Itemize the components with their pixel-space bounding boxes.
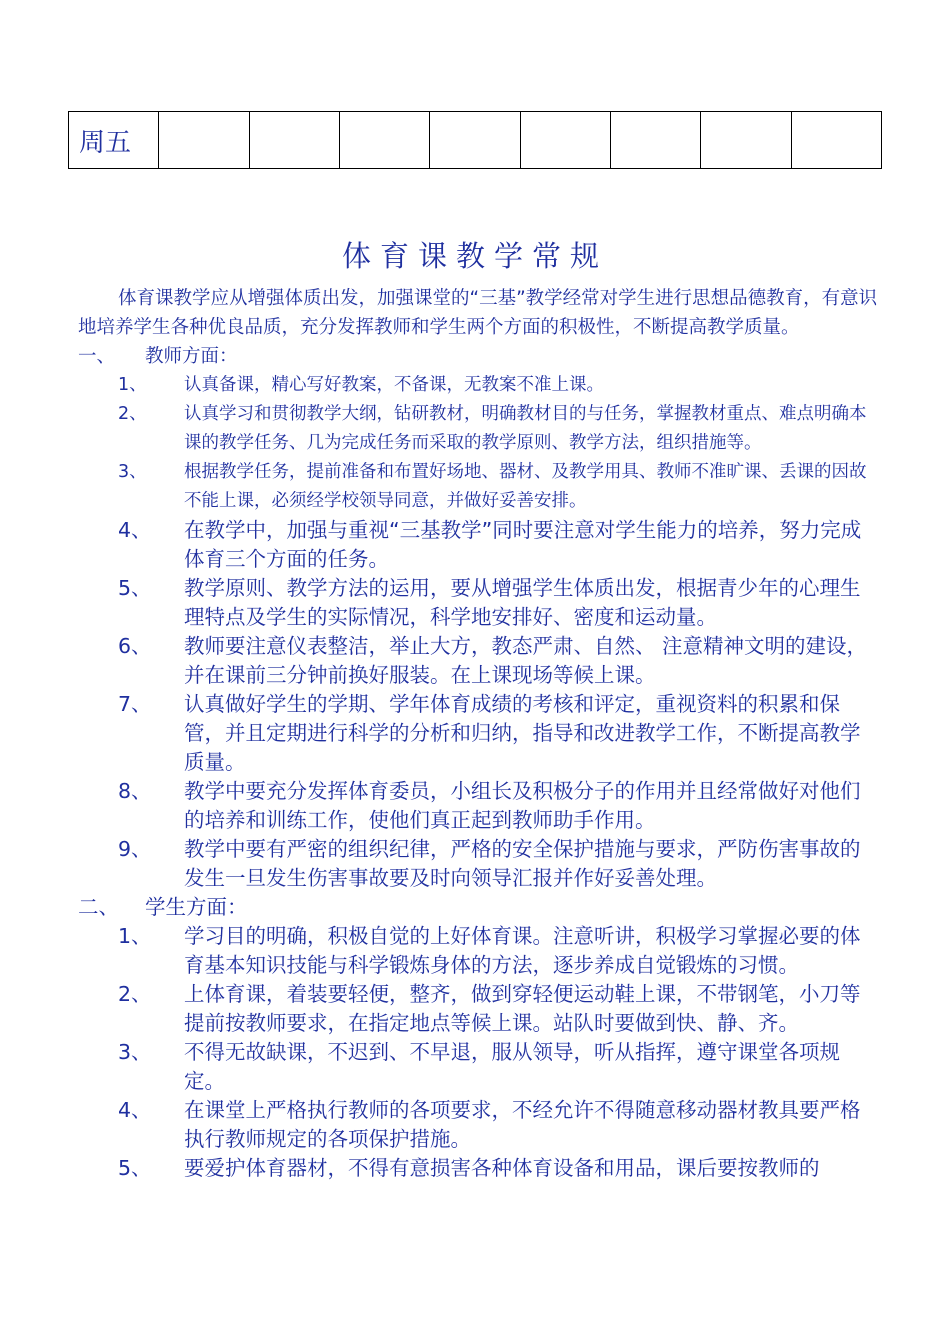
- list-item: [78, 516, 878, 574]
- item-number: 8、: [118, 779, 152, 803]
- item-text: 上体育课，着装要轻便，整齐，做到穿轻便运动鞋上课，不带钢笔，小刀等提前按教师要求，在指定地点等候上课。站队时要做到快、静、齐。: [184, 982, 861, 1035]
- list-item: [78, 574, 878, 632]
- schedule-cell: [520, 112, 610, 169]
- list-item: [78, 922, 878, 980]
- item-text: 认真做好学生的学期、学年体育成绩的考核和评定，重视资料的积累和保管，并且定期进行科学的分析和归纳，指导和改进教学工作，不断提高教学质量。: [184, 692, 861, 774]
- list-item: [78, 1038, 878, 1096]
- day-label-cell: 周五: [69, 112, 159, 169]
- section-heading-students: [78, 893, 878, 922]
- list-item: [78, 1096, 878, 1154]
- item-number: 5、: [118, 1156, 152, 1180]
- item-number: 7、: [118, 692, 152, 716]
- schedule-cell: [701, 112, 791, 169]
- schedule-cell: [430, 112, 520, 169]
- item-number: 1、: [118, 924, 152, 948]
- section-number: 二、: [78, 895, 119, 919]
- list-item: [78, 690, 878, 777]
- item-text: 教师要注意仪表整洁，举止大方，教态严肃、自然、 注意精神文明的建设，并在课前三分钟前换好服装。在上课现场等候上课。: [184, 634, 868, 687]
- item-number: 4、: [118, 518, 152, 542]
- item-text: 认真学习和贯彻教学大纲，钻研教材，明确教材目的与任务，掌握教材重点、难点明确本课的教学任务、几为完成任务而采取的教学原则、教学方法，组织措施等。: [184, 404, 867, 453]
- item-number: 3、: [118, 462, 147, 482]
- item-text: 要爱护体育器材，不得有意损害各种体育设备和用品，课后要按教师的: [184, 1156, 820, 1180]
- section-heading-teachers: [78, 342, 878, 371]
- schedule-cell: [159, 112, 249, 169]
- schedule-cell: [610, 112, 700, 169]
- section-title: 教师方面：: [145, 346, 238, 367]
- item-number: 2、: [118, 982, 152, 1006]
- item-number: 9、: [118, 837, 152, 861]
- list-item: [78, 1154, 878, 1183]
- item-text: 在教学中，加强与重视“三基教学”同时要注意对学生能力的培养，努力完成体育三个方面的任务。: [184, 518, 862, 571]
- item-number: 1、: [118, 375, 147, 395]
- item-text: 学习目的明确，积极自觉的上好体育课。注意听讲，积极学习掌握必要的体育基本知识技能与科学锻炼身体的方法，逐步养成自觉锻炼的习惯。: [184, 924, 861, 977]
- document-body: [78, 284, 878, 1183]
- schedule-cell: [339, 112, 429, 169]
- item-text: 教学中要有严密的组织纪律，严格的安全保护措施与要求，严防伤害事故的发生一旦发生伤害事故要及时向领导汇报并作好妥善处理。: [184, 837, 861, 890]
- item-number: 3、: [118, 1040, 152, 1064]
- item-number: 2、: [118, 404, 147, 424]
- item-number: 6、: [118, 634, 152, 658]
- schedule-cell: [249, 112, 339, 169]
- schedule-table: [68, 111, 882, 169]
- item-number: 5、: [118, 576, 152, 600]
- list-item: [78, 980, 878, 1038]
- item-text: 教学原则、教学方法的运用，要从增强学生体质出发，根据青少年的心理生理特点及学生的实际情况，科学地安排好、密度和运动量。: [184, 576, 861, 629]
- document-title: 体育课教学常规: [341, 239, 608, 273]
- list-item: [78, 835, 878, 893]
- list-item: [78, 777, 878, 835]
- item-text: 根据教学任务，提前准备和布置好场地、器材、及教学用具、教师不准旷课、丢课的因故不能上课，必须经学校领导同意，并做好妥善安排。: [184, 462, 867, 511]
- intro-paragraph: 体育课教学应从增强体质出发，加强课堂的“三基”教学经常对学生进行思想品德教育，有意识地培养学生各种优良品质，充分发挥教师和学生两个方面的积极性，不断提高教学质量。: [78, 288, 878, 338]
- list-item: [78, 632, 878, 690]
- section-title: 学生方面：: [145, 895, 248, 919]
- schedule-cell: [791, 112, 881, 169]
- list-item: [78, 371, 878, 400]
- list-item: [78, 458, 878, 516]
- item-text: 在课堂上严格执行教师的各项要求，不经允许不得随意移动器材教具要严格执行教师规定的各项保护措施。: [184, 1098, 861, 1151]
- list-item: [78, 400, 878, 458]
- item-text: 不得无故缺课，不迟到、不早退，服从领导，听从指挥，遵守课堂各项规定。: [184, 1040, 840, 1093]
- schedule-row-friday: [69, 112, 882, 169]
- item-text: 认真备课，精心写好教案，不备课，无教案不准上课。: [184, 375, 604, 395]
- section-number: 一、: [78, 346, 116, 367]
- item-text: 教学中要充分发挥体育委员，小组长及积极分子的作用并且经常做好对他们的培养和训练工作，使他们真正起到教师助手作用。: [184, 779, 861, 832]
- item-number: 4、: [118, 1098, 152, 1122]
